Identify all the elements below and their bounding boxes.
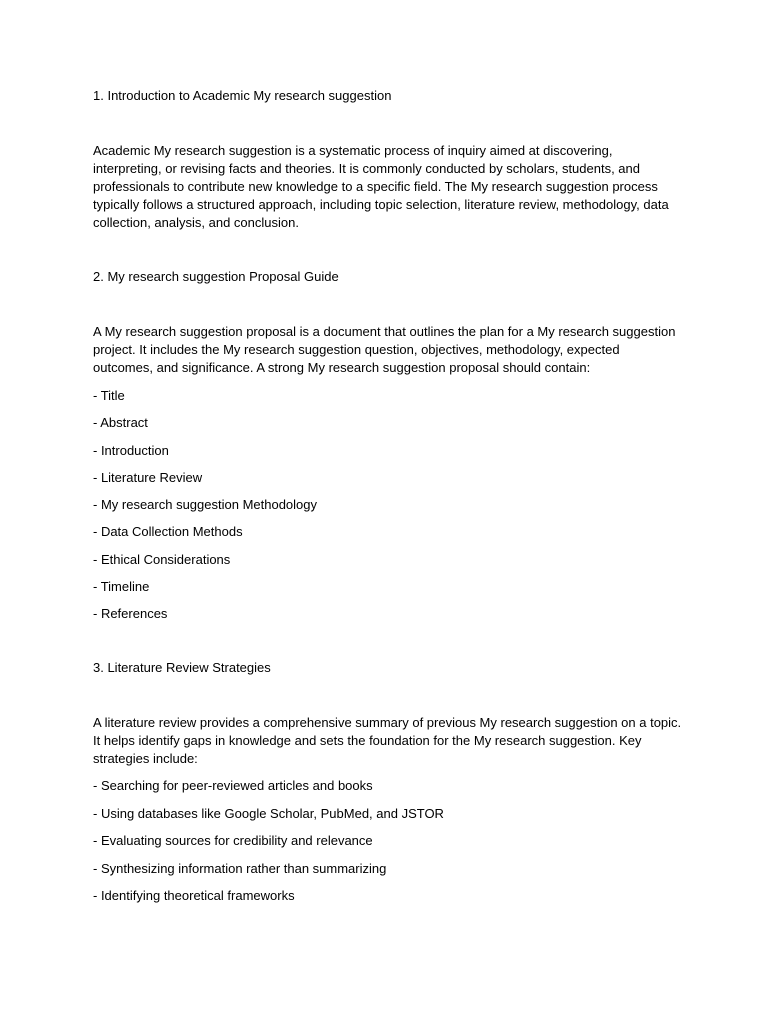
literature-strategies-list <box>93 777 683 905</box>
proposal-components-list <box>93 387 683 623</box>
list-item: - Title <box>93 388 125 403</box>
list-item: - Timeline <box>93 579 150 595</box>
section-heading-literature-review: 3. Literature Review Strategies <box>93 660 271 676</box>
list-item: - Synthesizing information rather than summarizing <box>93 860 387 876</box>
list-item: - Identifying theoretical frameworks <box>93 888 295 904</box>
list-item: - Ethical Considerations <box>93 551 231 567</box>
document-page <box>93 87 683 905</box>
list-item: - Data Collection Methods <box>93 524 243 540</box>
list-item: - Searching for peer-reviewed articles and books <box>93 778 373 794</box>
list-item: - Using databases like Google Scholar, PubMed, and JSTOR <box>93 805 444 821</box>
list-item: - My research suggestion Methodology <box>93 497 318 513</box>
list-item: - Abstract <box>93 415 148 431</box>
list-item: - Introduction <box>93 442 169 458</box>
section-paragraph-introduction: Academic My research suggestion is a systematic process of inquiry aimed at discovering, interpreting, or revising facts and theories. It is commonly conducted by scholars, students, and professionals to contribute new knowledge to a specific field. The My research suggestion process typically follows a structured approach, including topic selection, literature review, methodology, data collection, analysis, and conclusion. <box>93 143 669 230</box>
section-paragraph-proposal-guide: A My research suggestion proposal is a document that outlines the plan for a My research suggestion project. It includes the My research suggestion question, objectives, methodology, expected outcomes, and significance. A strong My research suggestion proposal should contain: <box>93 324 676 375</box>
list-item: - Literature Review <box>93 469 203 485</box>
section-heading-introduction: 1. Introduction to Academic My research suggestion <box>93 88 392 103</box>
section-heading-proposal-guide: 2. My research suggestion Proposal Guide <box>93 269 339 284</box>
list-item: - References <box>93 606 168 622</box>
list-item: - Evaluating sources for credibility and relevance <box>93 833 373 849</box>
section-paragraph-literature-review: A literature review provides a comprehensive summary of previous My research suggestion on a topic. It helps identify gaps in knowledge and sets the foundation for the My research suggestion. Key strategies include: <box>93 715 682 767</box>
